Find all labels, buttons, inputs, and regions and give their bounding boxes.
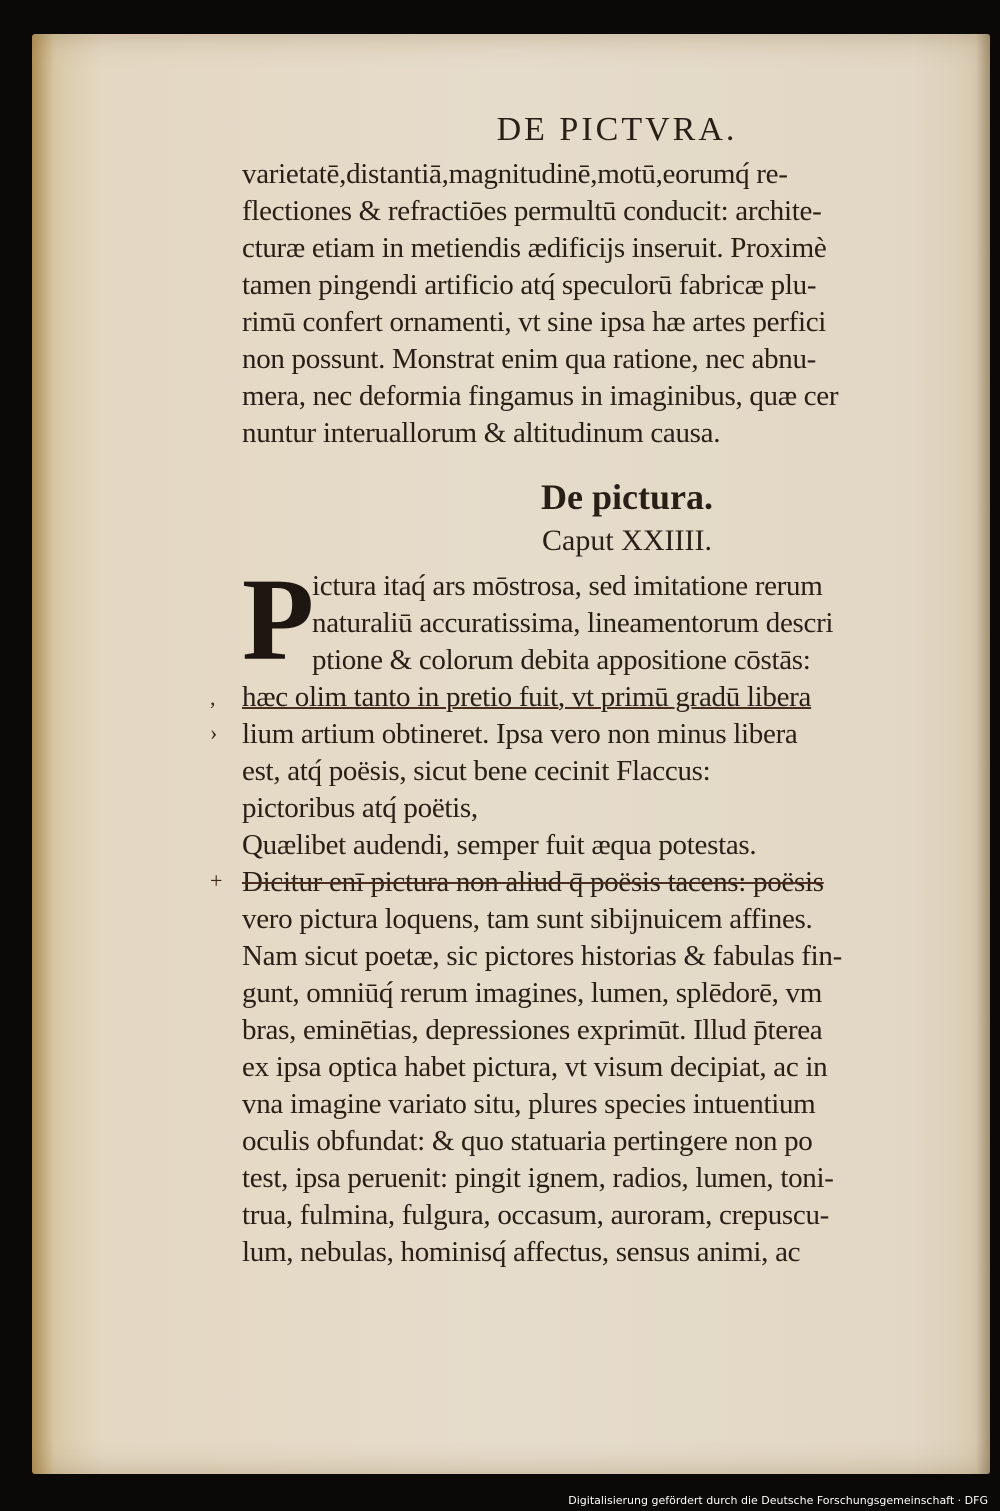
text-line: vna imagine variato situ, plures species intuentium bbox=[242, 1088, 816, 1120]
text-line: test, ipsa peruenit: pingit ignem, radios, lumen, toni- bbox=[242, 1162, 834, 1194]
margin-mark: + bbox=[210, 868, 223, 893]
text-line: ictura itaq́ ars mōstrosa, sed imitatione rerum bbox=[312, 570, 823, 602]
text-line: lium artium obtineret. Ipsa vero non minus libera bbox=[242, 718, 798, 750]
marked-line-wrapper bbox=[210, 679, 952, 716]
running-head: DE PICTVRA. bbox=[496, 111, 738, 148]
margin-mark: › bbox=[210, 720, 218, 745]
book-page bbox=[32, 34, 990, 1474]
text-line: cturæ etiam in metiendis ædificijs inseruit. Proximè bbox=[242, 232, 827, 264]
text-line: ptione & colorum debita appositione cōstās: bbox=[312, 644, 811, 676]
text-line: mera, nec deformia fingamus in imaginibus, quæ cer bbox=[242, 380, 839, 412]
marked-line-wrapper bbox=[210, 864, 952, 901]
chapter-subtitle: Caput XXIIII. bbox=[542, 524, 712, 557]
text-line: non possunt. Monstrat enim qua ratione, nec abnu- bbox=[242, 343, 817, 375]
page-text-block bbox=[210, 104, 952, 1271]
text-line: Quælibet audendi, semper fuit æqua potestas. bbox=[242, 829, 757, 861]
text-line: tamen pingendi artificio atq́ speculorū fabricæ plu- bbox=[242, 269, 817, 301]
text-line: vero pictura loquens, tam sunt sibijnuicem affines. bbox=[242, 903, 813, 935]
text-line: naturaliū accuratissima, lineamentorum descri bbox=[312, 607, 834, 639]
text-line: gunt, omniūq́ rerum imagines, lumen, splēdorē, vm bbox=[242, 977, 823, 1009]
chapter-title: De pictura. bbox=[541, 477, 713, 517]
top-paragraph bbox=[242, 156, 952, 452]
drop-capital: P bbox=[242, 554, 315, 685]
chapter-paragraph bbox=[210, 554, 952, 1271]
text-line: flectiones & refractiōes permultū conducit: archite- bbox=[242, 195, 822, 227]
text-line: lum, nebulas, hominisq́ affectus, sensus animi, ac bbox=[242, 1236, 801, 1268]
text-line: Dicitur enī pictura non aliud q̄ poësis tacens: poësis bbox=[242, 866, 824, 898]
text-line: bras, eminētias, depressiones exprimūt. Illud p̄terea bbox=[242, 1014, 823, 1046]
text-line: trua, fulmina, fulgura, occasum, auroram, crepuscu- bbox=[242, 1199, 830, 1231]
text-line: oculis obfundat: & quo statuaria pertingere non po bbox=[242, 1125, 813, 1157]
margin-mark: , bbox=[210, 685, 216, 710]
page-edge-shadow bbox=[976, 34, 990, 1474]
text-line: hæc olim tanto in pretio fuit, vt primū gradū libera bbox=[242, 681, 812, 713]
text-line: Nam sicut poetæ, sic pictores historias & fabulas fin- bbox=[242, 940, 842, 972]
digitization-credit: Digitalisierung gefördert durch die Deutsche Forschungsgemeinschaft · DFG bbox=[568, 1494, 988, 1507]
text-line: rimū confert ornamenti, vt sine ipsa hæ artes perfici bbox=[242, 306, 827, 338]
marked-line-wrapper bbox=[210, 716, 952, 753]
text-line: pictoribus atq́ poëtis, bbox=[242, 792, 478, 824]
text-line: varietatē,distantiā,magnitudinē,motū,eorumq́ re- bbox=[242, 158, 788, 190]
text-line: nuntur interuallorum & altitudinum causa. bbox=[242, 417, 721, 449]
text-line: ex ipsa optica habet pictura, vt visum decipiat, ac in bbox=[242, 1051, 828, 1083]
text-line: est, atq́ poësis, sicut bene cecinit Flaccus: bbox=[242, 755, 711, 787]
